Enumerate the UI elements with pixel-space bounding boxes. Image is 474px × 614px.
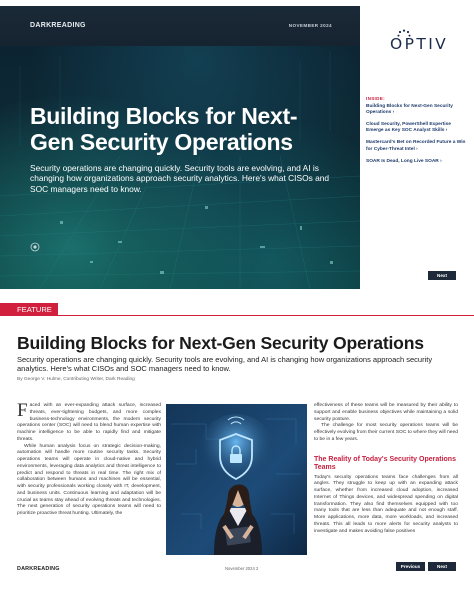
publisher-mark-icon [30,242,40,255]
paragraph-text: aced with an ever-expanding attack surface, increased threats, ever-tightening budgets, and more complex business-technology environments, the modern security operations center (SOC) will need to blend human expertise with machine intelligence to be able to rapidly find and mitigate threats. [17,403,161,442]
toc-link-4[interactable]: SOAR Is Dead, Long Live SOAR › [366,158,442,164]
inside-label: INSIDE: [366,96,385,101]
paragraph: While human analysis focus on strategic decision-making, automation will handle more routine security tasks. Security operations teams will operate in cloud-native and hybrid environments, leveraging data analytics and threat intelligence to predict and respond to threats in real time. The right mix of collaboration between humans and machines will be essential, with security professionals working closely with IT, development, and business units. Continuous learning and adaptation will be crucial as teams stay ahead of evolving threats and technologies. The next generation of security operations teams will need to prioritize proactive threat hunting. Ultimately, the [17,443,161,516]
toc-link-2[interactable]: Cloud Security, PowerShell Expertise Emerge as Key SOC Analyst Skills › [366,122,451,134]
article-column-1 [17,400,161,518]
footer-date: November 2024 2 [225,566,259,571]
article-column-3 [314,403,458,535]
optiv-logo-text: OPTIV [390,35,449,53]
footer-brand: DARKREADING [17,566,60,572]
article-title: Building Blocks for Next-Gen Security Operations [17,333,424,353]
paragraph: effectiveness of these teams will be measured by their ability to support and enable business objectives while maintaining a solid security posture. [314,403,458,422]
section-heading: The Reality of Today's Security Operations Teams [314,455,456,471]
section-divider [0,315,474,316]
previous-button[interactable]: Previous [396,562,425,571]
paragraph [17,400,161,444]
article-byline: By George V. Hulme, Contributing Writer, Dark Reading [17,377,135,382]
cover-hero-image [0,6,360,289]
article-subtitle: Security operations are changing quickly. Security tools are evolving, and AI is changing how organizations approach security analytics. Here's what CISOs and SOC managers need to know. [17,355,433,374]
table-of-contents [366,104,466,170]
cover-subtitle: Security operations are changing quickly. Security tools are evolving, and AI is changing how organizations approach security analytics. Here's what CISOs and SOC managers need to know. [30,163,330,194]
article-photo [166,404,307,555]
paragraph: Today's security operations teams face challenges from all angles. They struggle to keep up with an expanding attack surface, whether from increased cloud adoption, increased Internet of Things devices, and widespread spending on digital transformation. They also find themselves equipped with too many tools that are less than adequate and not enough staff. More applications, more data, more workloads, and increased threats. This all leads to more alerts for security analysts to investigate and makes avoiding false positives [314,474,458,534]
drop-cap: F [17,400,28,421]
cover-date: NOVEMBER 2024 [288,23,332,28]
cover-brand: DARKREADING [30,22,86,29]
paragraph: The challenge for most security operations teams will be effectively evolving from their current SOC to where they will need to be in a few years. [314,423,458,442]
toc-link-1[interactable]: Building Blocks for Next-Gen Security Operations › [366,104,453,116]
cover-next-button[interactable]: Next [428,271,456,280]
section-tag: FEATURE [0,303,58,316]
toc-link-3[interactable]: Mastercard's Bet on Recorded Future a Win for Cyber-Threat Intel › [366,140,466,152]
cover-title: Building Blocks for Next-Gen Security Operations [30,103,298,155]
next-button[interactable]: Next [428,562,456,571]
